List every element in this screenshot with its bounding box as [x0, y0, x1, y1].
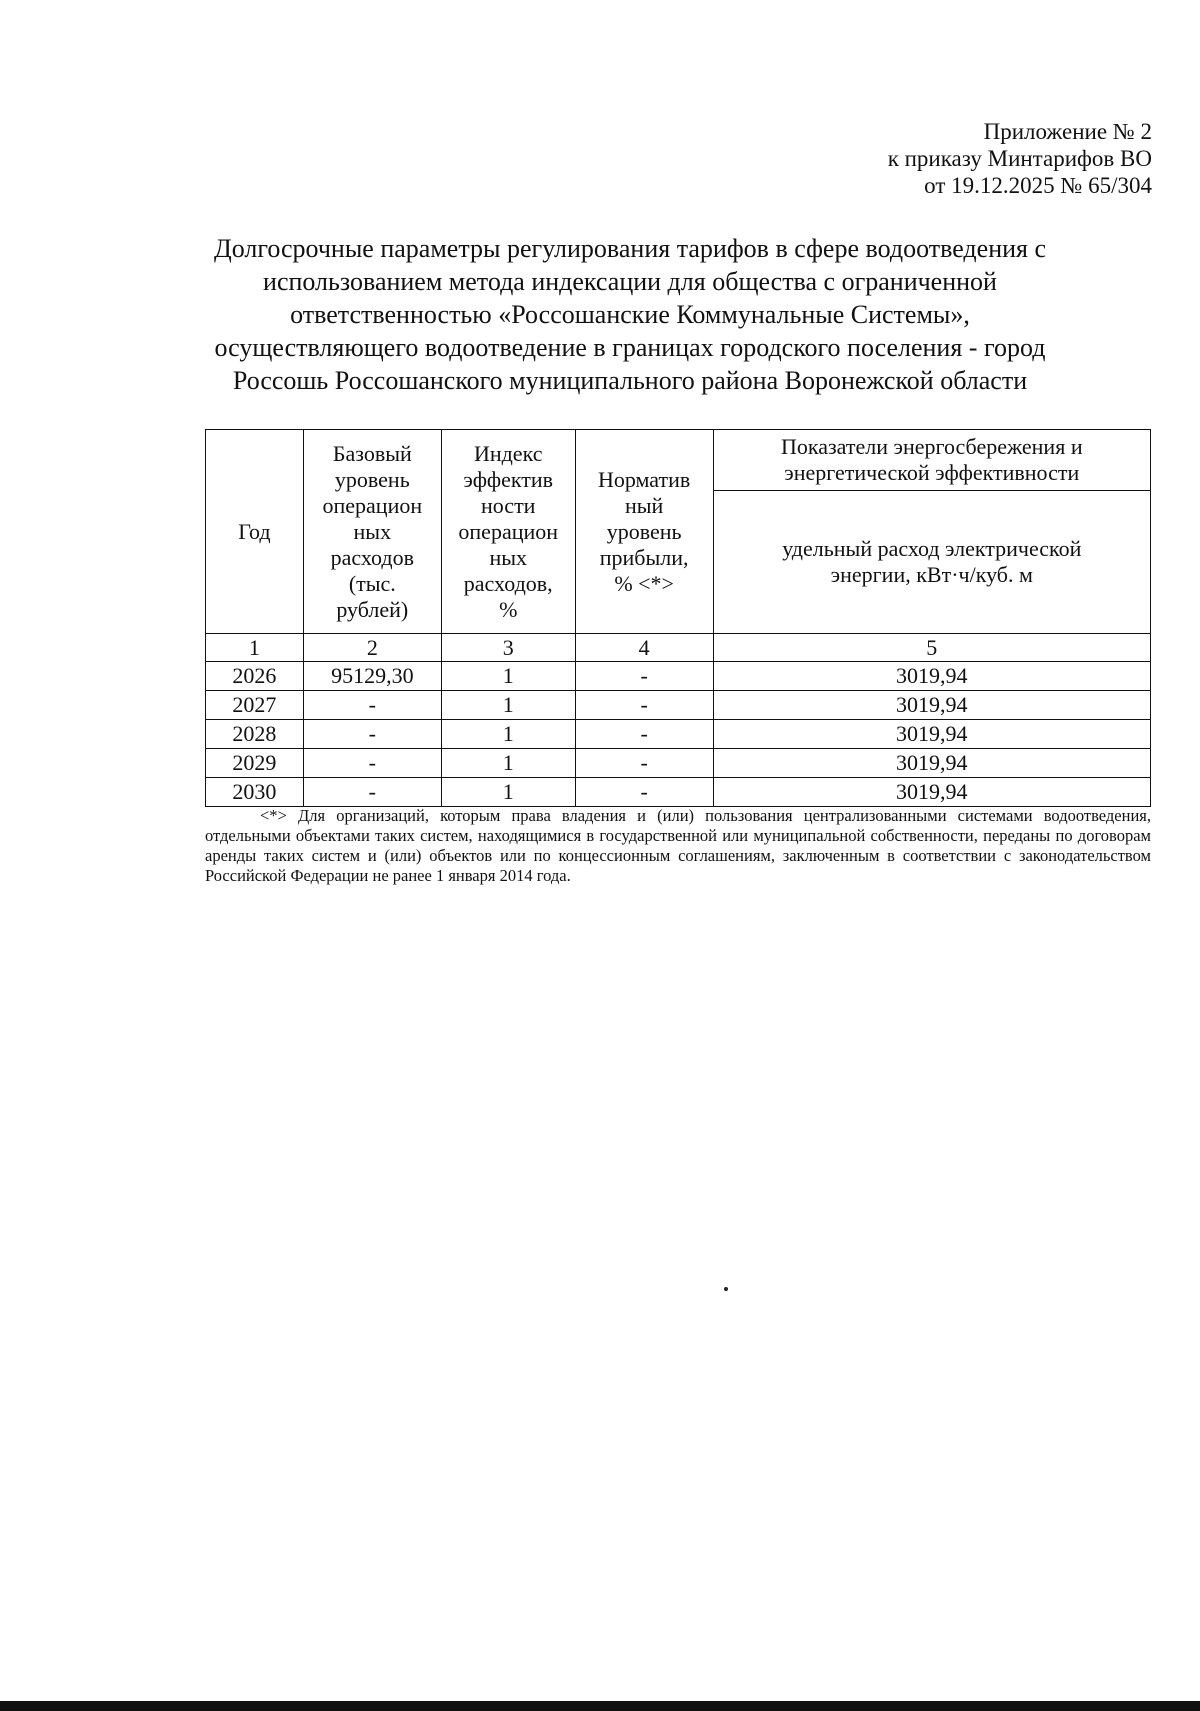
- header-text: ных: [353, 518, 392, 544]
- cell-profit-level: -: [575, 691, 713, 720]
- title-line: ответственностью «Россошанские Коммунальные Системы»,: [290, 300, 970, 329]
- cell-energy-consumption: 3019,94: [713, 749, 1150, 778]
- table-row: [206, 662, 1151, 691]
- table-row: [206, 778, 1151, 807]
- header-text: операцион: [458, 518, 559, 544]
- header-text: Индекс: [473, 440, 543, 466]
- cell-profit-level: -: [575, 662, 713, 691]
- order-reference: к приказу Минтарифов ВО: [887, 146, 1152, 171]
- cell-base-level: 95129,30: [303, 662, 441, 691]
- appendix-header: [888, 118, 1152, 199]
- cell-efficiency-index: 1: [441, 662, 575, 691]
- cell-profit-level: -: [575, 720, 713, 749]
- header-text: уровень: [334, 466, 410, 492]
- header-row: [206, 430, 1151, 491]
- cell-energy-consumption: 3019,94: [713, 720, 1150, 749]
- cell-profit-level: -: [575, 749, 713, 778]
- table-row: [206, 691, 1151, 720]
- header-efficiency-index: [441, 430, 575, 634]
- scan-speck: [724, 1287, 728, 1291]
- cell-efficiency-index: 1: [441, 691, 575, 720]
- cell-year: 2029: [206, 749, 304, 778]
- parameters-table: [205, 429, 1151, 807]
- table-row: [206, 749, 1151, 778]
- cell-energy-consumption: 3019,94: [713, 778, 1150, 807]
- header-text: эффектив: [463, 466, 554, 492]
- cell-base-level: -: [303, 720, 441, 749]
- header-text: ности: [480, 492, 536, 518]
- document-title: [180, 232, 1080, 397]
- header-text: % <*>: [614, 570, 674, 596]
- header-text: (тыс.: [348, 570, 396, 596]
- cell-year: 2030: [206, 778, 304, 807]
- header-year-label: Год: [238, 518, 271, 544]
- order-date: от 19.12.2025 № 65/304: [924, 173, 1152, 198]
- header-year: [206, 430, 304, 634]
- title-line: использованием метода индексации для общества с ограниченной: [263, 267, 997, 296]
- header-text: рублей): [336, 596, 409, 622]
- header-text: ный: [624, 492, 664, 518]
- header-base-level: [303, 430, 441, 634]
- cell-energy-consumption: 3019,94: [713, 662, 1150, 691]
- cell-energy-consumption: 3019,94: [713, 691, 1150, 720]
- table-row: [206, 720, 1151, 749]
- header-text: Базовый: [332, 440, 412, 466]
- header-text: %: [499, 596, 518, 622]
- title-line: Россошь Россошанского муниципального района Воронежской области: [232, 366, 1028, 395]
- header-text: уровень: [606, 518, 682, 544]
- header-text: ных: [489, 544, 527, 570]
- column-number: 3: [441, 634, 575, 662]
- cell-profit-level: -: [575, 778, 713, 807]
- header-text: расходов,: [463, 570, 553, 596]
- footnote: <*> Для организаций, которым права владения и (или) пользования централизованными системами водоотведения, отдельными объектами таких систем, находящимися в государственной или муниципальной собственности, переданы по договорам аренды таких систем и (или) объектов или по концессионным соглашениям, заключенным в соответствии с законодательством Российской Федерации не ранее 1 января 2014 года.: [205, 806, 1151, 885]
- appendix-number: Приложение № 2: [983, 119, 1152, 144]
- title-line: Долгосрочные параметры регулирования тарифов в сфере водоотведения с: [213, 234, 1047, 263]
- column-number: 2: [303, 634, 441, 662]
- header-text: прибыли,: [599, 544, 689, 570]
- header-text: энергетической эффективности: [784, 460, 1080, 485]
- cell-efficiency-index: 1: [441, 749, 575, 778]
- header-text: расходов: [330, 544, 414, 570]
- header-text: энергии, кВт·ч/куб. м: [830, 562, 1033, 587]
- title-line: осуществляющего водоотведение в границах городского поселения - город: [214, 333, 1046, 362]
- header-text: Показатели энергосбережения и: [780, 434, 1083, 459]
- cell-year: 2028: [206, 720, 304, 749]
- scan-bottom-edge: [0, 1701, 1200, 1711]
- cell-efficiency-index: 1: [441, 720, 575, 749]
- column-number-row: [206, 634, 1151, 662]
- header-profit-level: [575, 430, 713, 634]
- header-text: операцион: [322, 492, 423, 518]
- cell-base-level: -: [303, 749, 441, 778]
- column-number: 5: [713, 634, 1150, 662]
- column-number: 1: [206, 634, 304, 662]
- column-number: 4: [575, 634, 713, 662]
- header-text: удельный расход электрической: [782, 536, 1082, 561]
- cell-year: 2027: [206, 691, 304, 720]
- cell-base-level: -: [303, 778, 441, 807]
- header-text: Норматив: [597, 466, 691, 492]
- cell-year: 2026: [206, 662, 304, 691]
- cell-base-level: -: [303, 691, 441, 720]
- header-energy-group: [713, 430, 1150, 491]
- cell-efficiency-index: 1: [441, 778, 575, 807]
- header-energy-consumption: [713, 491, 1150, 634]
